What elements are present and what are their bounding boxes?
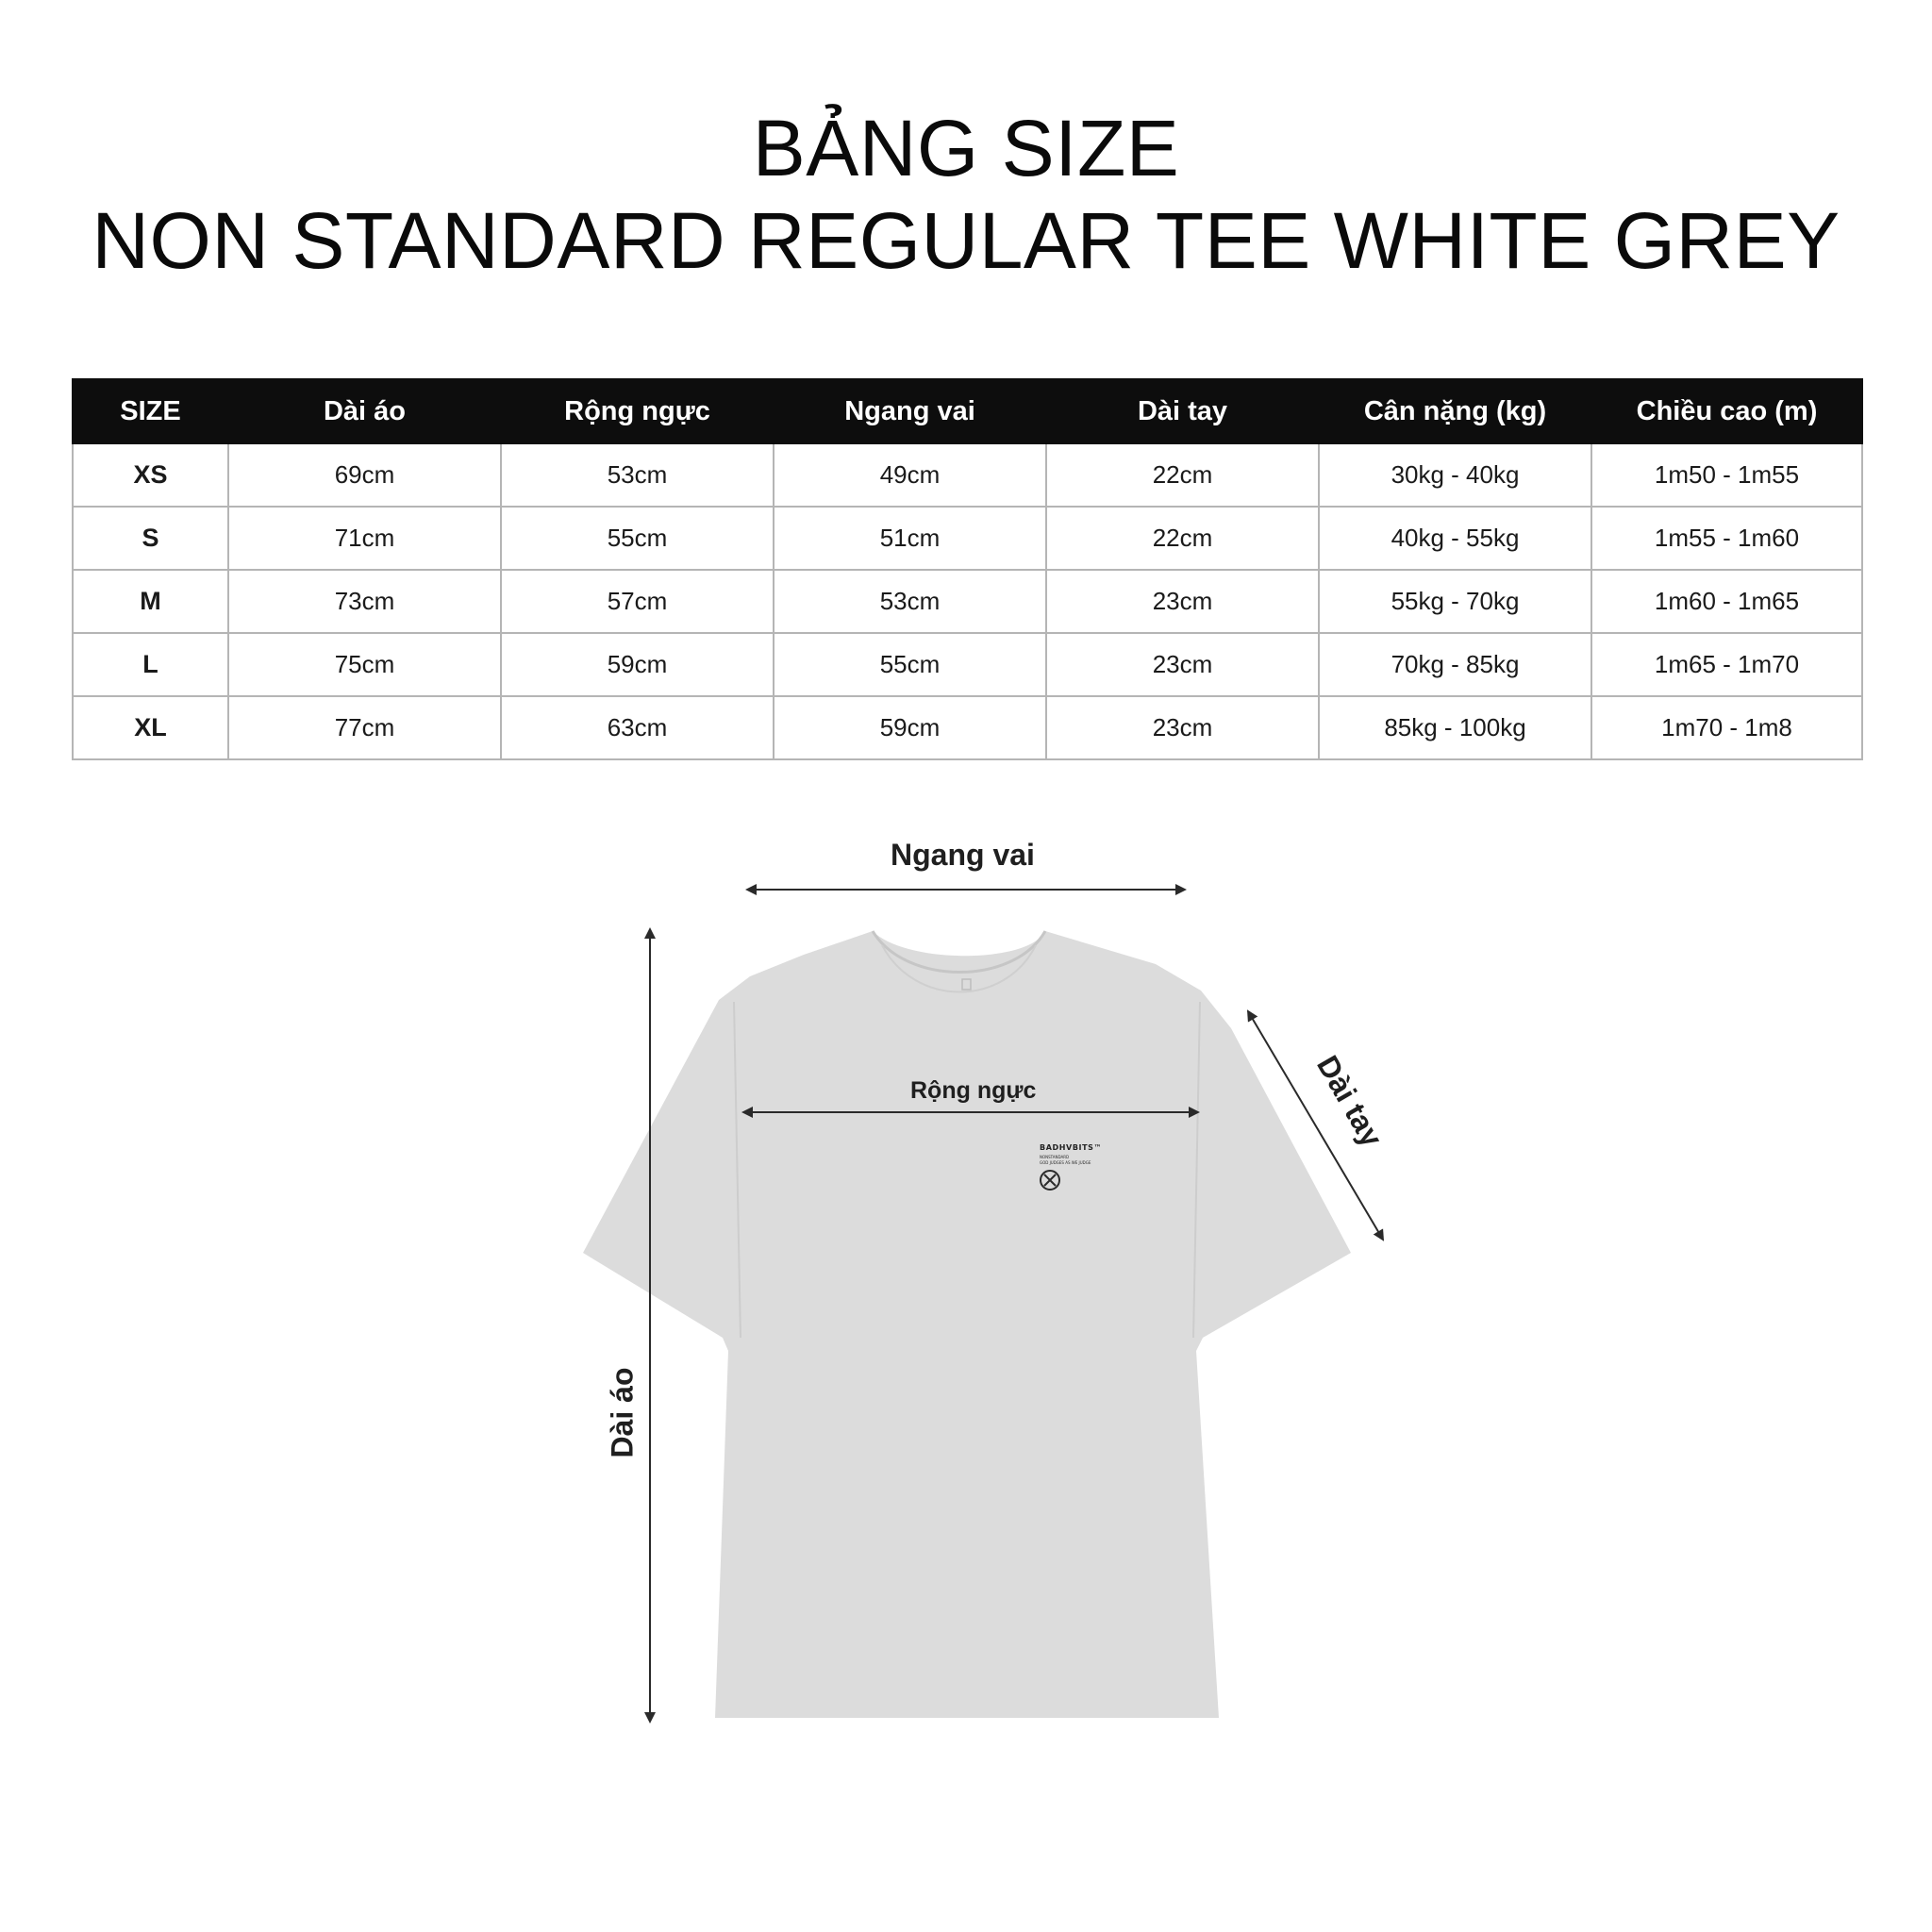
length-label: Dài áo xyxy=(605,1367,640,1458)
tshirt-body xyxy=(583,931,1351,1718)
table-cell: L xyxy=(73,633,228,696)
table-cell: 57cm xyxy=(501,570,774,633)
table-cell: S xyxy=(73,507,228,570)
table-cell: 1m70 - 1m8 xyxy=(1591,696,1862,759)
brand-wordmark: BADHVBITS™ xyxy=(1040,1143,1103,1152)
table-cell: 69cm xyxy=(228,443,501,507)
table-cell: 49cm xyxy=(774,443,1046,507)
header-size: SIZE xyxy=(73,379,228,443)
header-height: Chiều cao (m) xyxy=(1591,379,1862,443)
brand-tagline-1: NONSTANDARD xyxy=(1040,1155,1070,1159)
table-cell: 77cm xyxy=(228,696,501,759)
header-weight: Cân nặng (kg) xyxy=(1319,379,1591,443)
table-cell: 22cm xyxy=(1046,443,1319,507)
table-cell: 71cm xyxy=(228,507,501,570)
table-cell: 85kg - 100kg xyxy=(1319,696,1591,759)
table-cell: 30kg - 40kg xyxy=(1319,443,1591,507)
table-cell: 40kg - 55kg xyxy=(1319,507,1591,570)
table-cell: 22cm xyxy=(1046,507,1319,570)
table-cell: 55cm xyxy=(774,633,1046,696)
table-cell: 23cm xyxy=(1046,570,1319,633)
table-cell: M xyxy=(73,570,228,633)
title-line-2: NON STANDARD REGULAR TEE WHITE GREY xyxy=(92,196,1840,285)
header-length: Dài áo xyxy=(228,379,501,443)
header-chest: Rộng ngực xyxy=(501,379,774,443)
table-cell: XS xyxy=(73,443,228,507)
table-cell: XL xyxy=(73,696,228,759)
table-cell: 59cm xyxy=(774,696,1046,759)
sleeve-label: Dài tay xyxy=(1310,1049,1390,1153)
table-cell: 73cm xyxy=(228,570,501,633)
table-cell: 53cm xyxy=(501,443,774,507)
table-cell: 23cm xyxy=(1046,696,1319,759)
table-cell: 51cm xyxy=(774,507,1046,570)
header-shoulder: Ngang vai xyxy=(774,379,1046,443)
chest-label: Rộng ngực xyxy=(910,1077,1037,1104)
table-cell: 23cm xyxy=(1046,633,1319,696)
table-cell: 53cm xyxy=(774,570,1046,633)
title-line-1: BẢNG SIZE xyxy=(752,104,1180,192)
table-cell: 75cm xyxy=(228,633,501,696)
table-cell: 59cm xyxy=(501,633,774,696)
table-cell: 55cm xyxy=(501,507,774,570)
shoulder-label: Ngang vai xyxy=(891,838,1035,872)
table-cell: 1m50 - 1m55 xyxy=(1591,443,1862,507)
table-cell: 1m65 - 1m70 xyxy=(1591,633,1862,696)
header-sleeve: Dài tay xyxy=(1046,379,1319,443)
table-cell: 55kg - 70kg xyxy=(1319,570,1591,633)
table-cell: 63cm xyxy=(501,696,774,759)
table-cell: 1m55 - 1m60 xyxy=(1591,507,1862,570)
table-cell: 1m60 - 1m65 xyxy=(1591,570,1862,633)
table-cell: 70kg - 85kg xyxy=(1319,633,1591,696)
brand-tagline-2: GOD JUDGES AS WE JUDGE xyxy=(1040,1160,1091,1165)
